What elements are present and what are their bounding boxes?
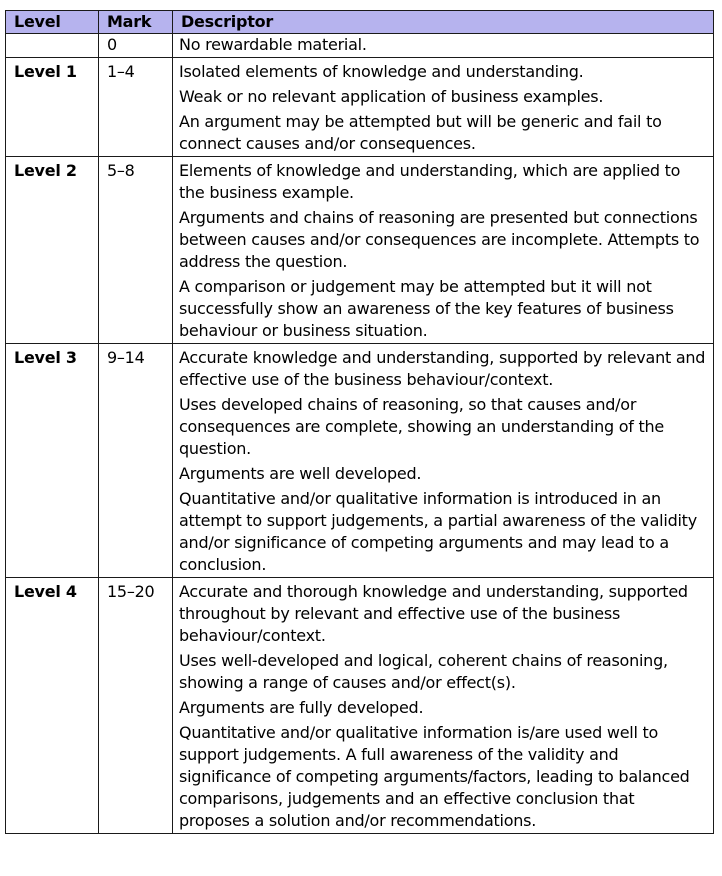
descriptor-line: Accurate knowledge and understanding, supported by relevant and effective use of the business behaviour/context. [179, 348, 706, 389]
level-cell: Level 2 [6, 157, 99, 344]
mark-cell: 9–14 [99, 344, 173, 578]
descriptor-line: Weak or no relevant application of business examples. [179, 87, 604, 106]
level-cell: Level 3 [6, 344, 99, 578]
table-row-level-2 [6, 157, 714, 344]
descriptor-line: Quantitative and/or qualitative information is/are used well to support judgements. A full awareness of the validity and significance of competing arguments/factors, leading to balanced comparisons, judgements and an effective conclusion that proposes a solution and/or recommendations. [179, 723, 690, 830]
level-cell: Level 1 [6, 58, 99, 157]
table-row-level-3 [6, 344, 714, 578]
descriptor-cell [173, 578, 714, 834]
level-cell: Level 4 [6, 578, 99, 834]
descriptor-line: Accurate and thorough knowledge and understanding, supported throughout by relevant and effective use of the business behaviour/context. [179, 582, 688, 645]
header-descriptor: Descriptor [173, 11, 714, 34]
descriptor-cell [173, 58, 714, 157]
descriptor-line: A comparison or judgement may be attempted but it will not successfully show an awareness of the key features of business behaviour or business situation. [179, 277, 674, 340]
mark-cell: 5–8 [99, 157, 173, 344]
descriptor-line: Arguments are well developed. [179, 464, 422, 483]
header-row [6, 11, 714, 34]
table-row-level-4 [6, 578, 714, 834]
descriptor-line: Quantitative and/or qualitative information is introduced in an attempt to support judgements, a partial awareness of the validity and/or significance of competing arguments and may lead to a conclusion. [179, 489, 697, 574]
mark-cell: 1–4 [99, 58, 173, 157]
descriptor-line: Elements of knowledge and understanding, which are applied to the business example. [179, 161, 681, 202]
table-row-level-1 [6, 58, 714, 157]
header-level: Level [6, 11, 99, 34]
table-body [6, 34, 714, 834]
header-mark: Mark [99, 11, 173, 34]
levels-table [5, 10, 714, 834]
mark-cell: 15–20 [99, 578, 173, 834]
descriptor-cell [173, 34, 714, 58]
descriptor-line: Uses developed chains of reasoning, so that causes and/or consequences are complete, showing an understanding of the question. [179, 395, 664, 458]
descriptor-line: No rewardable material. [179, 35, 367, 54]
table-row-mark-0 [6, 34, 714, 58]
descriptor-line: Uses well-developed and logical, coherent chains of reasoning, showing a range of causes and/or effect(s). [179, 651, 668, 692]
mark-scheme-sheet [5, 10, 713, 834]
descriptor-cell [173, 157, 714, 344]
descriptor-cell [173, 344, 714, 578]
mark-cell: 0 [99, 34, 173, 58]
descriptor-line: Isolated elements of knowledge and understanding. [179, 62, 584, 81]
descriptor-line: Arguments and chains of reasoning are presented but connections between causes and/or consequences are incomplete. Attempts to address the question. [179, 208, 700, 271]
descriptor-line: An argument may be attempted but will be generic and fail to connect causes and/or consequences. [179, 112, 662, 153]
descriptor-line: Arguments are fully developed. [179, 698, 424, 717]
level-cell [6, 34, 99, 58]
